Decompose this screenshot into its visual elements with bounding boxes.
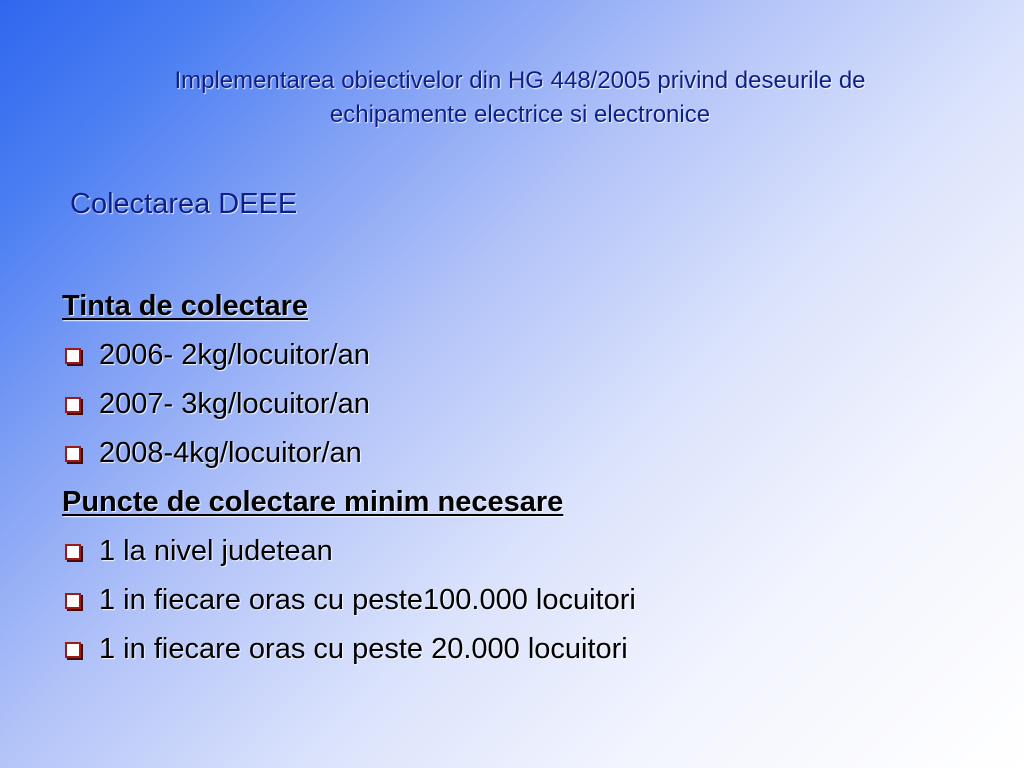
hollow-square-bullet-icon <box>65 446 81 462</box>
hollow-square-bullet-icon <box>65 348 81 364</box>
section-heading-collection-target <box>62 282 962 331</box>
hollow-square-bullet-icon <box>65 593 81 609</box>
list-item-text: 2007- 3kg/locuitor/an <box>99 388 370 420</box>
list-item-text: 1 la nivel judetean <box>99 535 333 567</box>
hollow-square-bullet-icon <box>65 544 81 560</box>
list-item-text: 1 in fiecare oras cu peste100.000 locuitori <box>99 584 636 616</box>
list-item <box>62 331 962 380</box>
slide-content <box>62 282 962 674</box>
section-heading-text: Puncte de colectare minim necesare <box>62 486 564 518</box>
hollow-square-bullet-icon <box>65 642 81 658</box>
list-item-text: 2008-4kg/locuitor/an <box>99 437 362 469</box>
slide-title <box>60 64 980 132</box>
section-heading-collection-points <box>62 478 962 527</box>
list-item-text: 2006- 2kg/locuitor/an <box>99 339 370 371</box>
list-item-text: 1 in fiecare oras cu peste 20.000 locuitori <box>99 633 628 665</box>
list-item <box>62 576 962 625</box>
list-item <box>62 380 962 429</box>
list-item <box>62 527 962 576</box>
hollow-square-bullet-icon <box>65 397 81 413</box>
list-item <box>62 625 962 674</box>
list-item <box>62 429 962 478</box>
section-heading-text: Tinta de colectare <box>62 290 309 322</box>
slide-subtitle: Colectarea DEEE <box>70 188 298 220</box>
slide-title-line-1: Implementarea obiectivelor din HG 448/2005 privind deseurile de <box>174 67 866 94</box>
slide-title-line-2: echipamente electrice si electronice <box>329 101 711 128</box>
